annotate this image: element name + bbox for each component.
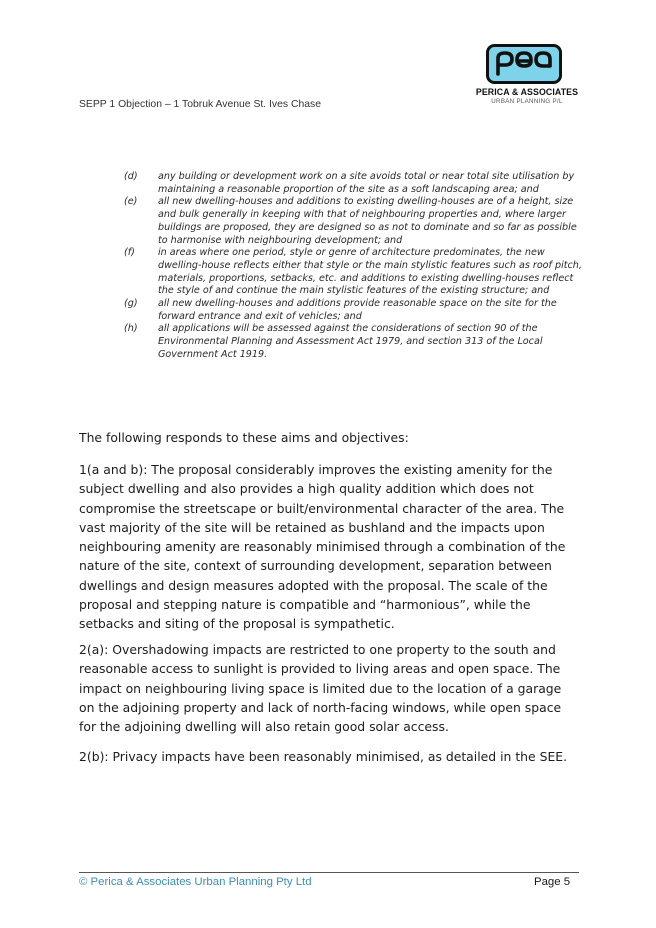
logo-firm-name: PERICA & ASSOCIATES — [475, 87, 579, 97]
logo-icon — [486, 44, 562, 84]
objectives-list — [124, 171, 584, 362]
list-item-text: all applications will be assessed against the considerations of section 90 of the Environmental Planning and Assessment Act 1979, and section 313 of the Local Government Act 1919. — [158, 323, 543, 360]
list-item-number: (d) — [124, 171, 138, 182]
list-item-number: (g) — [124, 298, 138, 310]
footer-copyright: © Perica & Associates Urban Planning Pty Ltd — [79, 876, 312, 888]
logo-subtitle: URBAN PLANNING P/L — [491, 98, 563, 105]
response-paragraph-2a: 2(a): Overshadowing impacts are restricted to one property to the south and reasonable access to sunlight is provided to living areas and open space. The impact on neighbouring living space is limited due to the location of a garage on the adjoining property and lack of north-facing windows, while open space for the adjoining dwelling will also retain good solar access. — [79, 642, 562, 735]
list-item — [124, 196, 584, 247]
page-number: Page 5 — [534, 876, 571, 888]
list-item-text: in areas where one period, style or genre of architecture predominates, the new dwelling-house reflects either that style or the main stylistic features such as roof pitch, materials, proportions, setbacks, etc. and additions to existing dwelling-houses reflect the style of and continue the main stylistic features of the existing structure; and — [158, 247, 582, 297]
list-item — [124, 298, 584, 323]
document-header-title: SEPP 1 Objection – 1 Tobruk Avenue St. Ives Chase — [79, 99, 322, 110]
list-item — [124, 171, 584, 196]
list-item-number: (e) — [124, 196, 138, 208]
intro-paragraph: The following responds to these aims and objectives: — [79, 430, 409, 445]
list-item-number: (h) — [124, 323, 138, 335]
footer-divider — [79, 872, 579, 873]
list-item — [124, 247, 584, 298]
list-item-text: all new dwelling-houses and additions provide reasonable space on the site for the forward entrance and exit of vehicles; and — [158, 298, 557, 322]
response-paragraph-1ab: 1(a and b): The proposal considerably improves the existing amenity for the subject dwelling and also provides a high quality addition which does not compromise the streetscape or built/environmental character of the area. The vast majority of the site will be retained as bushland and the impacts upon neighbouring amenity are reasonably minimised through a combination of the nature of the site, context of surrounding development, separation between dwellings and design measures adopted with the proposal. The scale of the proposal and stepping nature is compatible and “harmonious”, while the setbacks and siting of the proposal is sympathetic. — [79, 462, 566, 632]
list-item-number: (f) — [124, 247, 135, 259]
list-item — [124, 323, 584, 361]
list-item-text: all new dwelling-houses and additions to existing dwelling-houses are of a height, size and bulk generally in keeping with that of neighbouring properties and, where larger buildings are proposed, they are designed so as not to dominate and so far as possible to harmonise with neighbouring development; and — [158, 196, 577, 246]
list-item-text: any building or development work on a site avoids total or near total site utilisation by maintaining a reasonable proportion of the site as a soft landscaping area; and — [158, 171, 575, 195]
response-paragraph-2b: 2(b): Privacy impacts have been reasonably minimised, as detailed in the SEE. — [79, 749, 568, 764]
